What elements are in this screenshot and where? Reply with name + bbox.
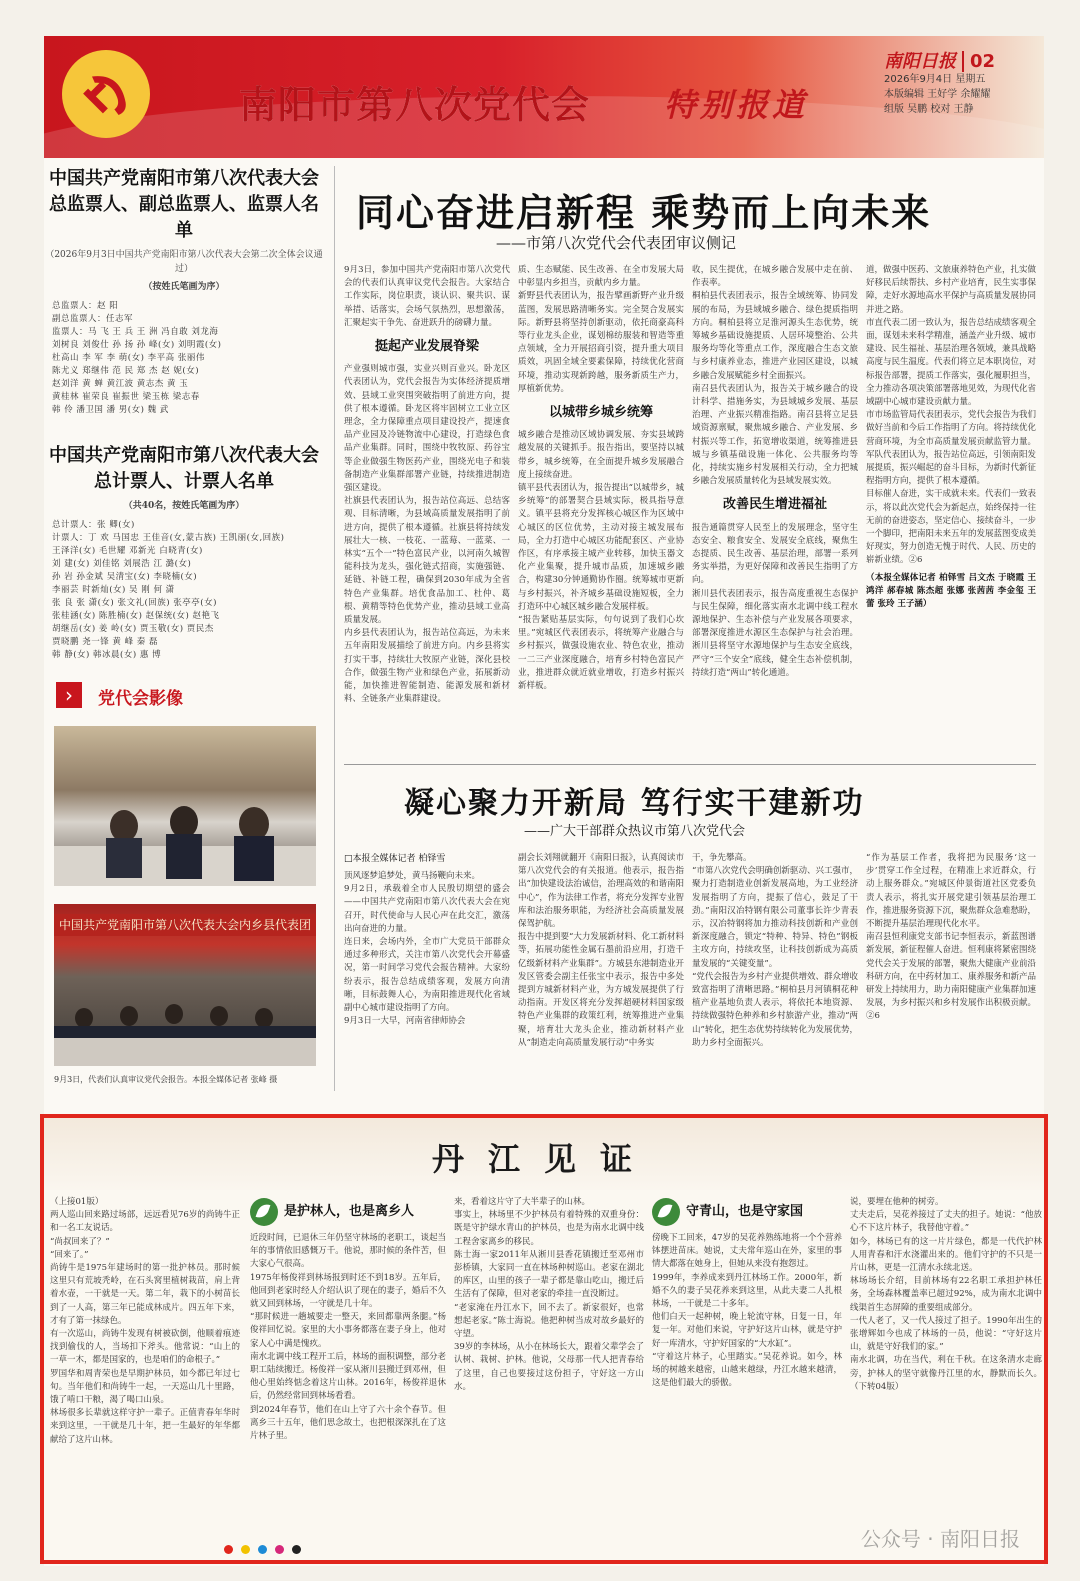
list1-names [44, 294, 324, 417]
story1-section-head-3: 改善民生增进福祉 [722, 497, 827, 513]
feature-subhead-2 [652, 1198, 842, 1226]
list2-line: 计票人：丁 欢 马国忠 王佳音(女,蒙古族) 王凯丽(女,回族) [52, 533, 285, 543]
photo2-figures [54, 976, 316, 1066]
story1-para: 收，民生提优，在城乡融合发展中走在前、作表率。 桐柏县代表团表示，报告全域统筹、协同发展的布局，为县域城乡融合、绿色提质指明方向。桐柏县将立足淮河源头生态优势，统筹城乡基础设施提质、人居环境整治、公共服务均等化等重点工作，深度融合生态文旅与乡村康养业态，推进产业园区建设，以城乡融合发展赋能乡村全面振兴。 南召县代表团认为，报告关于城乡融合的设计科学、措施务实，为县域城乡发展、基层治理、产业振兴精准指路。南召县将立足县域资源禀赋，聚焦城乡融合、产业发展、乡村振兴等工作，拓宽增收渠道，统筹推进县城与乡镇基础设施一体化、公共服务均等化，持续实施乡村发展相关行动，全力把城乡融合发展质量转化为县域发展实效。 [692, 265, 858, 487]
photo2-banner: 中国共产党南阳市第八次代表大会内乡县代表团 [54, 914, 316, 936]
story2-column-3 [692, 852, 858, 1090]
story2-para: 干，争先攀高。 “市第八次党代会明确创新驱动、兴工强市，聚力打造制造业创新发展高地，为工业经济发展指明了方向，提振了信心，鼓足了干劲。”南阳汉冶特钢有限公司董事长许少青表示，汉冶特钢将加力推动科技创新和产业创新深度融合，锁定“特种、特异、特色”钢板主攻方向，持续攻坚，让科技创新成为高质量发展的“关键变量”。 “党代会报告为乡村产业提供增效、群众增收致富指明了清晰思路。”桐柏县月河镇桐花种植产业基地负责人表示，将依托本地资源、持续做强特色种养和乡村旅游产业，推动“两山”转化，把生态优势持续转化为发展优势，助力乡村全面振兴。 [692, 853, 858, 1048]
list2-line: 孙 岩 孙金斌 吴清宝(女) 李晓楠(女) [52, 572, 198, 582]
list2-title-line2: 总计票人、计票人名单 [94, 471, 274, 492]
list1-line: 黄桂林 崔荣良 崔振世 梁玉栋 梁志春 [52, 392, 200, 402]
story1-byline: （本报全媒体记者 柏铎雪 吕文杰 于晓霞 王鸿洋 郝春城 陈杰超 张娜 张茜茜 李金玺 王蕾 张玲 王子涵） [866, 572, 1036, 609]
list1-order: （按姓氏笔画为序） [143, 282, 225, 292]
masthead-special-report: 特别报道 [664, 86, 809, 124]
meeting-photo-2 [54, 904, 316, 1066]
feature-para: 近段时间，已退休三年仍坚守林场的老职工，谈起当年的事情依旧感慨万千。他说，那时候的条件苦，但大家心气很高。 1975年杨俊祥到林场报到时还不到18岁。五年后，他回到老家时经人介绍认识了现在的妻子，婚后不久就又回到林场，一守就是几十年。 “那时候进一趟城要走一整天，来回都靠两条腿。”杨俊祥回忆说。家里的大小事务都落在妻子身上，他对家人心中满是愧疚。 南水北调中线工程开工后，林场的面积调整，部分老职工陆续搬迁。杨俊祥一家从淅川县搬迁到邓州，但他心里始终惦念着这片山林。2016年，杨俊祥退休后，仍然经常回到林场看看。 到2024年春节，他们在山上守了六十余个春节。但离乡三十五年，他们思念故土，也把根深深扎在了这片林子里。 [250, 1233, 446, 1442]
list1-line: 赵刘洋 黄 蝉 黄江波 黄志杰 黄 玉 [52, 379, 189, 389]
leaf-icon [250, 1198, 278, 1226]
list1-line: 副总监票人：任志军 [52, 314, 134, 324]
list2-line: 张桂涵(女) 陈胜楠(女) 赵保统(女) 赵艳飞 [52, 611, 220, 621]
photo1-figures [54, 796, 316, 886]
story2-byline: □本报全媒体记者 柏铎雪 [344, 854, 446, 864]
danjiang-feature-box [40, 1114, 1048, 1564]
masthead-info [884, 51, 1034, 117]
story2-para: 副会长刘翔就翻开《南阳日报》，认真阅读市第八次党代会的有关报道。他表示，报告指出“加快建设法治诚信，治理高效的和谐南阳中心”，作为法律工作者，将充分发挥专业智库和法治服务职能，为经济社会高质量发展保驾护航。 报告中提到要“大力发展新材料、化工新材料等，拓展功能性金属石墨前沿应用，打造千亿级新材料产业集群”。方城县东港制造业开发区管委会副主任张宝中表示，报告中多处提到方城新材料产业，为方城发展提供了行动指南。开发区将充分发挥超硬材料国家级特色产业集群的政策红利，统筹推进产业集聚，培育壮大龙头企业，推动新材料产业从“制造走向高质量发展行动”中务实 [518, 853, 684, 1048]
list1-title-line1: 中国共产党南阳市第八次代表大会 [49, 168, 319, 189]
story2-column-4 [866, 852, 1036, 1090]
watermark: 公众号 · 南阳日报 [860, 1527, 1020, 1551]
registration-dot [224, 1545, 233, 1554]
list2-line: 李丽芸 时新灿(女) 吴 刚 何 潇 [52, 585, 175, 595]
masthead [44, 36, 1044, 158]
feature-para: （上接01版） 两人巡山回来路过场部，远远看见76岁的尚铸牛正和一名工友说话。 “尚叔回来了？” “回来了。” 尚铸牛是1975年建场时的第一批护林员。那时候这里只有荒坡秃岭，在石头窝里植树栽苗，肩上背着水壶，一干就是一天。第二年，栽下的小树苗长到了一人高，第三年已能成林成片。四五年下来，才有了第一抹绿色。 有一次巡山，尚铸牛发现有树被砍倒，他顺着痕迹找到偷伐的人，当场扣下斧头。他常说：“山上的一草一木，都是国家的，也是咱们的命根子。” 罗国华和周青荣也是早期护林员，如今都已年过七旬。当年他们和尚铸牛一起，一天巡山几十里路，饿了啃口干粮，渴了喝口山泉。 林场很多长辈就这样守护一辈子。正值青春年华时来到这里，一干就是几十年，把一生最好的年华都献给了这片山林。 [50, 1197, 240, 1445]
editors-line-2: 组版 吴鹏 校对 王静 [884, 104, 974, 115]
story1-para: 产业强则城市强，实业兴则百业兴。卧龙区代表团认为，党代会报告为实体经济提质增效、县域工业突围突破指明了前进方向，提供了根本遵循。卧龙区将牢固树立工业立区理念，全力保障重点项目建设投产，提速食品产业园及冷链物流中心建设，打造绿色食品产业集群。同时，围绕中牧牧原、药谷宝等企业做强生物医药产业，围绕光电子和装备制造产业集群部署产业链，持续推进制造强区建设。 社旗县代表团认为，报告站位高远、总结客观、目标清晰，为县域高质量发展指明了前进方向，提供了根本遵循。社旗县将持续发展壮大一核、一枝花、一蓝莓、一蓝菜、一林实“五个一”特色富民产业，以河南久城智能科技为龙头，强化链式招商，实施强链、延链、补链工程，确保到2030年成为全省特色产业集群。培优食品加工、杜仲、葛根、黄精等特色优势产业，推动县域工业高质量发展。 内乡县代表团认为，报告站位高远，为未来五年南阳发展描绘了前进方向。内乡县将实打实干事，持续壮大牧原产业链，深化县校合作，做强生物产业和绿色产业，拓展新动能，加快推进智能制造、能源发展和新材料、全链条产业集群建设。 [344, 364, 510, 705]
list2-note: （共40名，按姓氏笔画为序） [123, 501, 245, 511]
story-divider [344, 764, 1036, 765]
list2-line: 张 良 张 潇(女) 张文礼(回族) 张亭亭(女) [52, 598, 217, 608]
story1-column-2 [518, 264, 684, 759]
photo-section-title: 党代会影像 [98, 689, 183, 709]
page-number: 02 [962, 51, 995, 72]
list2-line: 贾晓鹏 尧一锋 黄 峰 秦 磊 [52, 637, 159, 647]
story1-para: 道，做强中医药、文旅康养特色产业，扎实做好移民后续帮扶、乡村产业培育，民生实事保障，走好水源地高水平保护与高质量发展协同并进之路。 市直代表二团一致认为，报告总结成绩客观全面，谋划未来科学精准，涵盖产业升级、城市建设、民生福祉、基层治理各领域，兼具战略高度与民生温度。代表们将立足本职岗位，对标报告部署，提质工作落实，强化履职担当，全力推动各项决策部署落地见效，为现代化省域副中心城市建设贡献力量。 市市场监管局代表团表示，党代会报告为我们做好当前和今后工作指明了方向。将持续优化营商环境，为全市高质量发展贡献监管力量。 军队代表团认为，报告站位高远，引领南阳发展提质，振兴崛起的奋斗目标，为新时代新征程指明方向，提供了根本遵循。 目标催人奋进，实干成就未来。代表们一致表示，将以此次党代会为新起点，始终保持一往无前的奋进姿态，坚定信心、接续奋斗，一步一个脚印，把南阳未来五年的发展蓝图变成美好现实，努力创造无愧于时代、人民、历史的崭新业绩。②6 [866, 265, 1036, 566]
list1-line: 监票人：马 飞 王 兵 王 洲 冯自敢 刘龙海 [52, 327, 219, 337]
feature-subhead-2-text: 守青山，也是守家国 [686, 1204, 804, 1220]
list2-names [44, 513, 324, 662]
left-column [44, 166, 324, 662]
list2-title [44, 443, 324, 495]
list1-note: （2026年9月3日中国共产党南阳市第八次代表大会第二次全体会议通过） [45, 250, 323, 274]
story2-para: “作为基层工作者，我将把为民服务‘这一步’贯穿工作全过程，在精准上求近群众，行动上服务群众。”宛城区仲景街道社区党委负责人表示，将扎实开展党建引领基层治理工作，推进服务资源下沉，聚焦群众急难愁盼，不断提升基层治理现代化水平。 南召县恒利康党支部书记李恒表示，新蓝图谱新发展，新征程催人奋进。恒利康将紧密围绕党代会关于发展的部署，聚焦大健康产业前沿科研方向，在中药材加工、康养服务和新产品研发上持续用力，助力南阳健康产业集群加速发展，为乡村振兴和乡村发展作出积极贡献。②6 [866, 853, 1036, 1022]
meeting-photo-1 [54, 726, 316, 886]
story2-subtitle: ——广大干部群众热议市第八次党代会 [524, 824, 746, 839]
feature-column-3 [454, 1196, 644, 1552]
list2-title-line1: 中国共产党南阳市第八次代表大会 [49, 445, 319, 466]
color-registration-dots [224, 1545, 301, 1554]
story1-para: 城乡融合是推动区域协调发展、夯实县域跨越发展的关键抓手。报告指出，要坚持以城带乡，城乡统筹，在全面提升城乡发展融合度上接续奋进。 镇平县代表团认为，报告提出“以城带乡，城乡统筹”的部署契合县域实际，极具指导意义。镇平县将充分发挥核心城区作为区域中心城区的区位优势，主动对接主城发展布局，全力打造中心城区功能配套区、产业协作区，有序承接主城产业转移，加快玉器文化产业集聚，提升城市品质，加速城乡融合，构建30分钟通勤协作圈。统筹城市更新与乡村振兴，补齐城乡基础设施短板，全力打造环中心城区城乡融合发展样板。 “报告紧贴基层实际，句句说到了我们心坎里。”宛城区代表团表示，将统筹产业融合与乡村振兴，做强设施农业、特色农业，推动一二三产业深度融合，培育乡村特色富民产业，推进群众就近就业增收，打造乡村振兴新样板。 [518, 430, 684, 692]
list1-line: 刘树良 刘俊仕 孙 扬 孙 峰(女) 刘明霞(女) [52, 340, 222, 350]
feature-title: 丹江见证 [431, 1140, 656, 1178]
photo-section-header [44, 676, 324, 716]
story1-subtitle: ——市第八次党代会代表团审议侧记 [496, 234, 737, 252]
list2-line: 王泽洋(女) 毛世耀 邓新光 白晓青(女) [52, 546, 203, 556]
party-emblem-icon [62, 50, 150, 138]
story1-para: 报告通篇贯穿人民至上的发展理念，坚守生态安全、粮食安全、发展安全底线，聚焦生态提质、民生改善、基层治理，部署一系列务实举措，为更好保障和改善民生指明了方向。 淅川县代表团表示，报告高度重视生态保护与民生保障，细化落实南水北调中线工程水源地保护、生态补偿与产业发展各项要求，部署深度推进水源区生态保护与社会治理。淅川县将坚守水源地保护与生态安全底线，严守“三个安全”底线，健全生态补偿机制，持续打造“两山”转化通道。 [692, 522, 858, 678]
issue-date: 2026年9月4日 星期五 [884, 74, 986, 85]
story2-title: 凝心聚力开新局 笃行实干建新功 [404, 786, 865, 821]
story1-column-4 [866, 264, 1036, 759]
registration-dot [258, 1545, 267, 1554]
list1-line: 韩 伶 潘卫国 潘 男(女) 魏 武 [52, 405, 169, 415]
list1-line: 总监票人：赵 阳 [52, 301, 119, 311]
story2-para: 顶风逐梦追梦处，黄马扬鞭向未来。 9月2日，承载着全市人民殷切期望的盛会——中国共产党南阳市第八次代表大会在宛召开，时代使命与人民心声在此交汇，激荡出向奋进的力量。 连日来，会场内外，全市广大党员干部群众通过多种形式，关注市第八次党代会开幕盛况，第一时间学习党代会报告精神。大家纷纷表示，报告总结成绩客观，发展方向清晰，目标鼓舞人心，为南阳推进现代化省域副中心城市建设指明了方向。 9月3日一大早，河南省律师协会 [344, 871, 510, 1027]
list2-line: 韩 静(女) 韩冰晨(女) 惠 博 [52, 650, 162, 660]
story2-column-2 [518, 852, 684, 1090]
story1-title: 同心奋进启新程 乘势而上向未来 [356, 191, 932, 235]
registration-dot [241, 1545, 250, 1554]
feature-para: 傍晚下工回来，47岁的吴花养熟练地将一个个营养钵摆进苗床。她说，丈夫常年巡山在外，家里的事情大都落在她身上，但她从来没有抱怨过。 1999年，李养成来到丹江林场工作。2000年，新婚不久的妻子吴花养来到这里，从此夫妻二人扎根林场，一干就是二十多年。 他们白天一起种树，晚上轮流守林，日复一日，年复一年。对他们来说，守护好这片山林，就是守护好一库清水，守护好国家的“大水缸”。 “守着这片林子，心里踏实。”吴花养说。如今，林场的树越来越密，山越来越绿，丹江水越来越清，这是他们最大的骄傲。 [652, 1233, 842, 1389]
story1-column-1 [344, 264, 510, 759]
story1-para: 9月3日，参加中国共产党南阳市第八次党代会的代表们认真审议党代会报告。大家结合工作实际，岗位职责，谈认识、聚共识、谋举措、话落实，会场气氛热烈，思想激荡，汇聚起实干争先、奋进跃升的磅礴力量。 [344, 265, 510, 328]
story1-column-3 [692, 264, 858, 759]
feature-para: 说，要埋在他种的树旁。 丈夫走后，吴花养接过了丈夫的担子。她说：“他放心不下这片林子，我替他守着。” 如今，林场已有的这一片片绿色，都是一代代护林人用青春和汗水浇灌出来的。他们守护的不只是一片山林，更是一江清水永续北送。 林场场长介绍，目前林场有22名职工承担护林任务，全场森林覆盖率已超过92%，成为南水北调中线渠首生态屏障的重要组成部分。 一代人老了，又一代人接过了担子。1990年出生的张增辉如今也成了林场的一员，他说：“守好这片山，就是守好我们的家。” 南水北调，功在当代，利在千秋。在这条清水走廊旁，护林人的坚守就像丹江里的水，静默而长久。（下转04版） [850, 1197, 1042, 1392]
list1-title-line2: 总监票人、副总监票人、监票人名单 [49, 194, 319, 241]
story2-column-1 [344, 852, 510, 1090]
feature-para: 来，看着这片守了大半辈子的山林。 事实上，林场里不少护林员有着特殊的双重身份：既是守护绿水青山的护林员，也是为南水北调中线工程舍家离乡的移民。 陈士海一家2011年从淅川县香花镇搬迁至邓州市彭桥镇，大家同一直在林场种树巡山。老家在湖北的库区，山里的孩子一辈子都是靠山吃山，搬迁后生活有了保障，但对老家的牵挂一直没断过。 “老家淹在丹江水下，回不去了。新家很好，也常想起老家。”陈士海说。他把种树当成对故乡最好的守望。 39岁的李林场，从小在林场长大，跟着父辈学会了认树、栽树、护林。他说，父母那一代人把青春给了这里，自己也要接过这份担子，守好这一方山水。 [454, 1197, 644, 1392]
registration-dot [292, 1545, 301, 1554]
feature-column-1 [50, 1196, 240, 1552]
chevron-right-icon: › [56, 682, 82, 708]
paper-name: 南阳日报 [884, 51, 956, 72]
registration-dot [275, 1545, 284, 1554]
feature-subhead-1 [250, 1198, 446, 1226]
newspaper-page [44, 36, 1044, 1566]
story1-section-head-1: 挺起产业发展脊梁 [374, 339, 479, 355]
story1-section-head-2: 以城带乡城乡统筹 [548, 405, 653, 421]
list2-line: 刘 建(女) 刘佳铭 刘展浩 江 潞(女) [52, 559, 192, 569]
column-divider [334, 166, 335, 1091]
masthead-title: 南阳市第八次党代会 [239, 83, 591, 127]
feature-header [44, 1118, 1044, 1190]
tree-icon [652, 1198, 680, 1226]
feature-subhead-1-text: 是护林人，也是离乡人 [284, 1204, 415, 1220]
feature-column-4 [652, 1196, 842, 1552]
editors-line-1: 本版编辑 王好学 余耀耀 [884, 89, 991, 100]
list1-line: 杜高山 李 军 李 萌(女) 李平高 张丽伟 [52, 353, 205, 363]
story1-para: 质、生态赋能、民生改善、在全市发展大局中彰显内乡担当，贡献内乡力量。 新野县代表团认为，报告擘画新野产业升级蓝图，发展思路清晰务实。完全契合发展实际。新野县将坚持创新驱动，依托商豪高科等行业龙头企业，谋划棉纺服装和智造等重点领域，全力开展招商引资，提升重大项目质效，巩固全域全要素保障，持续优化营商环境，推动实现新跨越，服务新质生产力，厚植新优势。 [518, 265, 684, 394]
list1-title [44, 166, 324, 244]
list2-line: 总计票人：张 卿(女) [52, 520, 135, 530]
list2-line: 胡继岳(女) 姜 岭(女) 贾玉敬(女) 贾民杰 [52, 624, 214, 634]
photo-caption: 9月3日，代表们认真审议党代会报告。本报全媒体记者 张峰 摄 [54, 1075, 278, 1084]
feature-column-2 [250, 1196, 446, 1552]
feature-column-5 [850, 1196, 1042, 1526]
list1-line: 陈尤义 郑继伟 范 民 郑 杰 赵 妮(女) [52, 366, 200, 376]
